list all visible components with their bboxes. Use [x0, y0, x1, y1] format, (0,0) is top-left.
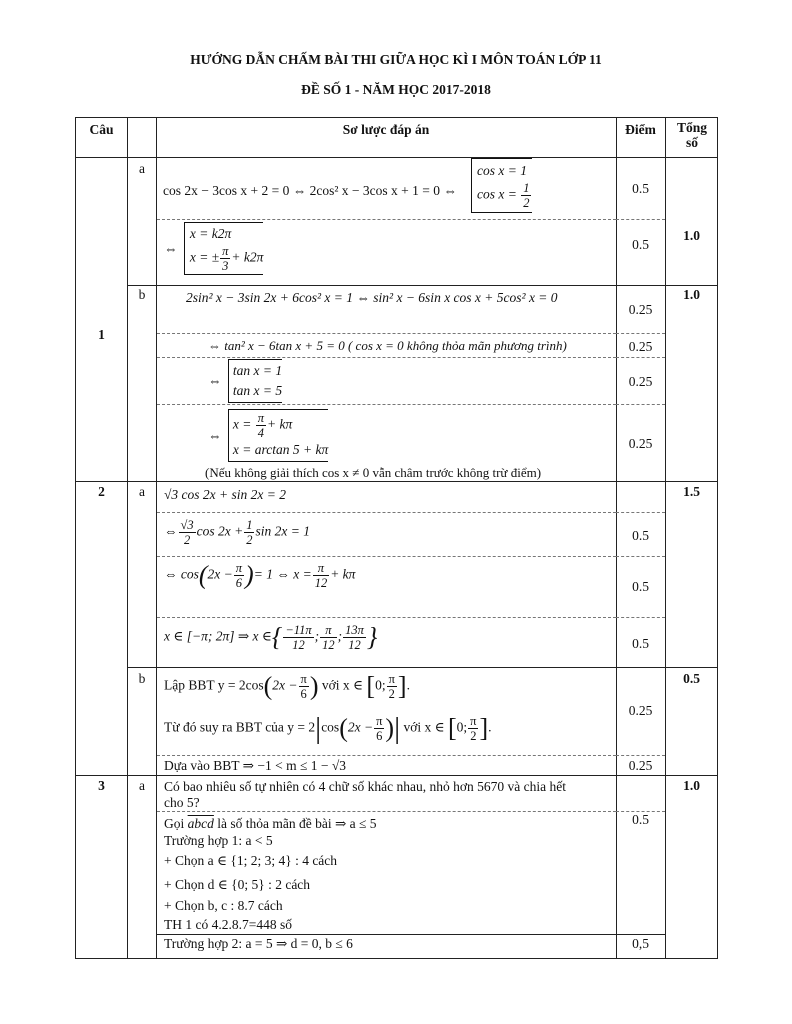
part-label: b [138, 287, 146, 302]
q3a-line1-suffix: là số thỏa mãn đề bài ⇒ a ≤ 5 [217, 816, 377, 831]
header-answer: Sơ lược đáp án [342, 122, 430, 137]
q3a-line1-prefix: Gọi [164, 816, 185, 831]
row-separator [616, 755, 665, 756]
q2b-line-1: Lập BBT y = 2cos(2x − $\frac{\pi}{6}$ ) với x ∈ [0; $\frac{\pi}{2}$ ]. [164, 671, 410, 701]
q3a-line-5: + Chọn b, c : 8.7 cách [164, 898, 283, 913]
row-separator [157, 556, 616, 557]
question-number: 1 [98, 327, 105, 342]
row-separator [157, 934, 616, 935]
q2b-line2-mid: với x ∈ [403, 719, 445, 735]
numerator: 13π [345, 623, 364, 637]
q1b-solution-2: x = arctan 5 + kπ [232, 442, 329, 457]
q1b-note: (Nếu không giải thích cos x ≠ 0 vẫn châm trước không trừ điểm) [205, 465, 542, 480]
q1b-solution-1-prefix: x = [232, 416, 252, 432]
points-value: 0.5 [632, 812, 649, 827]
total-value: 1.0 [683, 228, 700, 243]
col-divider [156, 157, 157, 959]
points-value: 0.25 [628, 436, 653, 451]
denominator: 4 [257, 426, 264, 440]
q3a-line-2: Trường hợp 1: a < 5 [164, 833, 273, 848]
q2b-line1-inner: 2x − [272, 677, 298, 693]
equivalence-sign: ⇔ [208, 373, 222, 388]
total-value: 1.5 [683, 484, 700, 499]
equivalence-sign: ⇔ [208, 427, 222, 443]
q1b-equation-4 [208, 409, 328, 462]
row-separator [157, 357, 616, 358]
denominator: 2 [183, 533, 191, 547]
page-title: HƯỚNG DẪN CHẤM BÀI THI GIỮA HỌC KÌ I MÔN TOÁN LỚP 11 [190, 52, 602, 67]
q1a-solution-2-prefix: x = ± [189, 249, 220, 265]
q2b-line2-prefix: Từ đó suy ra BBT của y = 2 [164, 719, 316, 735]
row-separator [75, 775, 718, 776]
row-separator [616, 512, 665, 513]
q1b-equation-2: ⇔ tan² x − 6tan x + 5 = 0 ( cos x = 0 không thỏa mãn phương trình) [208, 338, 567, 353]
q2a-equation-1: √3 cos 2x + sin 2x = 2 [164, 487, 286, 502]
denominator: 12 [348, 638, 361, 652]
col-divider [127, 117, 128, 959]
q2b-line2-cos: cos [321, 719, 340, 735]
q2b-line-2: Từ đó suy ra BBT của y = 2|cos(2x − $\frac{\pi}{6}$ )| với x ∈ [0; $\frac{\pi}{2}$ ]. [164, 711, 492, 745]
row-separator [157, 333, 616, 334]
part-label: a [139, 778, 145, 793]
page-subtitle: ĐỀ SỐ 1 - NĂM HỌC 2017-2018 [301, 82, 491, 97]
numerator: 1 [246, 518, 253, 532]
q2a-eq2-suffix: sin 2x = 1 [255, 523, 310, 539]
part-label: a [139, 484, 145, 499]
denominator: 3 [222, 259, 229, 273]
points-value: 0.25 [628, 339, 653, 354]
denominator: 6 [376, 729, 383, 743]
fraction [299, 672, 309, 701]
q3a-abcd: abcd [187, 816, 214, 831]
denominator: 12 [292, 638, 305, 652]
q1a-case-1: cos x = 1 [477, 163, 527, 178]
points-value: 0.5 [632, 237, 649, 252]
row-separator [157, 811, 616, 812]
points-value: 0,5 [632, 936, 649, 951]
fraction [468, 714, 478, 743]
denominator: 6 [235, 576, 243, 590]
q1b-equation-1: 2sin² x − 3sin 2x + 6cos² x = 1 ⇔ sin² x − 6sin x cos x + 5cos² x = 0 [186, 290, 558, 305]
q3a-line-1 [164, 816, 377, 832]
numerator: π [320, 623, 337, 638]
q1b-solution-1 [233, 411, 328, 440]
q1a-equation-1 [163, 183, 457, 199]
q2b-line1-mid: với x ∈ [321, 677, 364, 693]
points-value: 0.5 [632, 579, 649, 594]
q2b-line2-interval: 0; [456, 719, 468, 735]
q2b-line2-inner: 2x − [347, 719, 374, 735]
row-separator [616, 219, 665, 220]
header-points: Điểm [625, 122, 656, 137]
fraction [256, 411, 266, 440]
q2a-eq3-inner: 2x − [207, 566, 233, 582]
denominator: 2 [470, 729, 477, 743]
q3a-line-7: Trường hợp 2: a = 5 ⇒ d = 0, b ≤ 6 [164, 936, 353, 951]
row-separator [616, 357, 665, 358]
part-label: a [139, 161, 145, 176]
numerator: π [313, 561, 330, 576]
q1a-solution-2-suffix: + k2π [231, 249, 264, 265]
q2a-eq4-prefix: x ∈ [−π; 2π] ⇒ x ∈ [164, 628, 272, 644]
q1a-case-2 [477, 181, 532, 210]
fraction [244, 518, 254, 547]
fraction [387, 672, 397, 701]
points-value: 0.5 [632, 181, 649, 196]
points-value: 0.25 [628, 374, 653, 389]
q2a-eq2-mid: cos 2x + [196, 523, 244, 539]
row-separator [157, 219, 616, 220]
numerator: π [235, 561, 243, 575]
q1b-solution-1-suffix: + kπ [267, 416, 293, 432]
fraction [374, 714, 384, 743]
row-separator [127, 667, 718, 668]
denominator: 2 [388, 687, 395, 701]
row-separator [127, 285, 718, 286]
q2a-eq3-mid: = 1 ⇔ x = [253, 566, 312, 582]
q2a-eq3-suffix: + kπ [330, 566, 356, 582]
q3a-line-3: + Chọn a ∈ {1; 2; 3; 4} : 4 cách [164, 853, 338, 868]
denominator: 12 [322, 638, 335, 652]
row-separator [157, 404, 616, 405]
fraction [521, 181, 531, 210]
numerator: π [388, 672, 395, 686]
row-separator [157, 617, 616, 618]
row-separator [616, 617, 665, 618]
q1b-case-1: tan x = 1 [232, 363, 283, 378]
points-value: 0.5 [632, 636, 649, 651]
q1a-equation-2 [164, 222, 263, 275]
points-value: 0.5 [632, 528, 649, 543]
question-number: 2 [98, 484, 105, 499]
denominator: 2 [246, 533, 253, 547]
q2b-line1-prefix: Lập BBT y = 2cos [164, 677, 264, 693]
q3a-line-4: + Chọn d ∈ {0; 5} : 2 cách [164, 877, 311, 892]
total-value: 1.0 [683, 778, 700, 793]
q3a-question-line-2: cho 5? [164, 795, 200, 810]
q1a-eq-lhs: cos 2x − 3cos x + 2 = 0 ⇔ 2cos² x − 3cos x + 1 = 0 ⇔ [163, 183, 457, 198]
points-value: 0.25 [628, 758, 653, 773]
row-separator [616, 404, 665, 405]
numerator: 1 [523, 181, 530, 195]
fraction [313, 561, 330, 590]
q2a-equation-4: x ∈ [−π; 2π] ⇒ x ∈{ $\frac{-11\pi}{12}$ ; $\frac{\pi}{12}$ ; $\frac{13\pi}{12}$ } [164, 622, 378, 652]
row-separator [157, 512, 616, 513]
equivalence-sign: ⇔ [164, 523, 178, 539]
fraction [283, 623, 313, 652]
numerator: π [470, 714, 477, 728]
denominator: 6 [300, 687, 307, 701]
fraction [179, 518, 196, 547]
fraction [234, 561, 244, 590]
q1a-bracket-system [471, 158, 532, 213]
question-number: 3 [98, 778, 105, 793]
header-separator [75, 157, 718, 158]
denominator: 2 [523, 196, 530, 210]
q1a-solution-2 [190, 244, 264, 273]
fraction [320, 623, 337, 652]
denominator: 12 [314, 576, 328, 590]
numerator: −11π [285, 623, 312, 637]
header-cau: Câu [89, 122, 114, 137]
q1b-equation-3 [208, 359, 282, 403]
q2b-line-3: Dựa vào BBT ⇒ −1 < m ≤ 1 − √3 [164, 758, 347, 773]
fraction [220, 244, 230, 273]
total-value: 1.0 [683, 287, 700, 302]
q1a-case-2-lhs: cos x = [477, 186, 517, 202]
row-separator [616, 934, 665, 935]
points-value: 0.25 [628, 302, 653, 317]
q2b-line1-interval: 0; [375, 677, 386, 693]
header-total: Tổng số [676, 120, 707, 150]
numerator: π [222, 244, 229, 258]
equivalence-sign: ⇔ [164, 240, 178, 256]
q3a-line-6: TH 1 có 4.2.8.7=448 số [164, 917, 292, 932]
total-value: 0.5 [683, 671, 700, 686]
part-label: b [138, 671, 146, 686]
q3a-question-line-1: Có bao nhiêu số tự nhiên có 4 chữ số khác nhau, nhỏ hơn 5670 và chia hết [164, 779, 566, 794]
q2a-eq3-prefix: ⇔ cos [164, 566, 199, 582]
numerator: √3 [180, 518, 194, 532]
row-separator [157, 755, 616, 756]
numerator: π [376, 714, 383, 728]
q2a-equation-3: ⇔ cos(2x − $\frac{\pi}{6}$ )= 1 ⇔ x = $\frac{\pi}{12}$ + kπ [164, 560, 356, 590]
numerator: π [300, 672, 307, 686]
row-separator [616, 333, 665, 334]
points-value: 0.25 [628, 703, 653, 718]
row-separator [75, 481, 718, 482]
q1a-solution-1: x = k2π [189, 226, 232, 241]
fraction [343, 623, 366, 652]
row-separator [616, 556, 665, 557]
numerator: π [257, 411, 264, 425]
q1b-case-2: tan x = 5 [232, 383, 283, 398]
q2a-equation-2 [164, 518, 310, 547]
